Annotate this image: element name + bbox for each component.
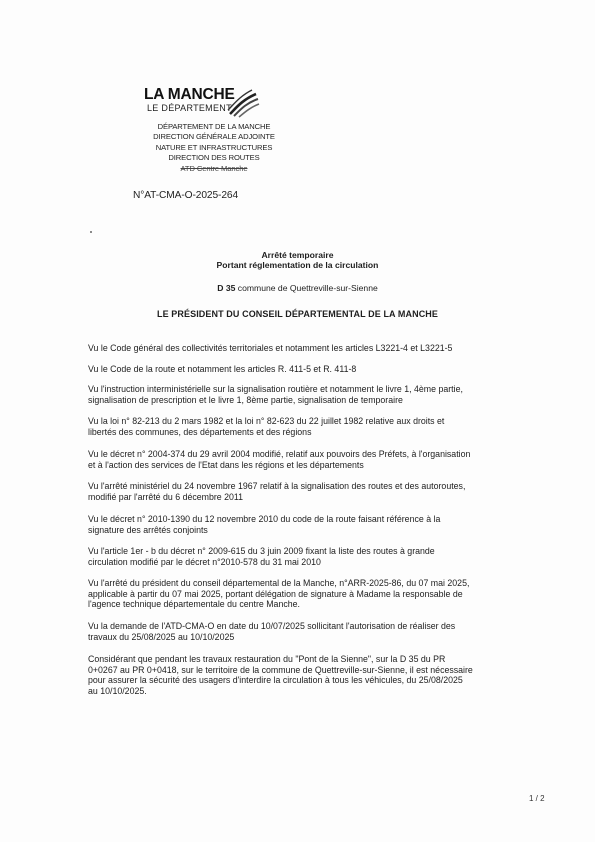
letterhead-agency: ATD Centre Manche <box>180 163 248 173</box>
paragraph <box>88 654 524 696</box>
scan-speck <box>90 231 92 233</box>
page-number: 1 / 2 <box>529 794 545 803</box>
paragraph-line: libertés des communes, des départements et des régions <box>88 426 312 437</box>
paragraph-line: et à l'action des services de l'Etat dans les régions et les départements <box>88 459 364 470</box>
paragraph <box>88 481 524 502</box>
paragraph-line: modifié par l'arrêté du 6 décembre 2011 <box>88 491 244 502</box>
paragraph-line: Vu l'arrêté du président du conseil départemental de la Manche, n°ARR-2025-86, du 07 mai 2025, <box>88 578 470 588</box>
paragraph <box>88 449 524 470</box>
logo-subtitle: LE DÉPARTEMENT <box>147 103 232 113</box>
decree-title: Arrêté temporaire <box>261 250 334 260</box>
logo-name: LA MANCHE <box>144 86 235 103</box>
paragraph <box>88 384 524 405</box>
paragraph-line: pour assurer la sécurité des usagers d'interdire la circulation à tous les véhicules, du 25/08/2025 <box>88 675 463 686</box>
paragraph-line: travaux du 25/08/2025 au 10/10/2025 <box>88 631 235 642</box>
paragraph <box>88 546 524 567</box>
paragraph-line: signalisation de prescription et le livre 1, 8ème partie, signalisation de temporaire <box>88 394 403 405</box>
paragraph-line: Vu l'instruction interministérielle sur la signalisation routière et notamment le livre 1, 4ème partie, <box>88 384 463 394</box>
paragraph <box>88 416 524 437</box>
letterhead <box>134 86 294 174</box>
paragraph-line: circulation modifié par le décret n°2010-578 du 31 mai 2010 <box>88 556 321 567</box>
paragraph-line: Vu l'article 1er - b du décret n° 2009-615 du 3 juin 2009 fixant la liste des routes à grande <box>88 546 435 556</box>
paragraph-line: applicable à partir du 07 mai 2025, portant délégation de signature à Madame la responsable de <box>88 588 463 599</box>
decree-subtitle: Portant réglementation de la circulation <box>216 260 379 270</box>
paragraph-line: Vu le décret n° 2010-1390 du 12 novembre 2010 du code de la route faisant référence à la <box>88 514 441 524</box>
paragraph <box>88 578 524 610</box>
decree-reference: N°AT-CMA-O-2025-264 <box>133 190 239 201</box>
letterhead-line: DIRECTION DES ROUTES <box>168 153 260 163</box>
paragraph <box>88 343 524 354</box>
paragraph-line: Vu le Code général des collectivités territoriales et notamment les articles L3221-4 et L3221-5 <box>88 343 453 353</box>
road-number: D 35 <box>217 283 236 293</box>
road-line <box>0 283 595 294</box>
paragraph-line: Vu la loi n° 82-213 du 2 mars 1982 et la loi n° 82-623 du 22 juillet 1982 relative aux droits et <box>88 416 445 426</box>
wave-logo-icon <box>226 88 260 118</box>
paragraph-line: au 10/10/2025. <box>88 685 147 696</box>
paragraph-line: Vu la demande de l'ATD-CMA-O en date du 10/07/2025 sollicitant l'autorisation de réaliser des <box>88 621 456 631</box>
paragraph-line: Vu le Code de la route et notamment les articles R. 411-5 et R. 411-8 <box>88 364 357 374</box>
paragraph <box>88 364 524 375</box>
paragraph <box>88 514 524 535</box>
paragraph-line: signature des arrêtés conjoints <box>88 524 208 535</box>
department-logo <box>134 86 294 122</box>
paragraph-line: Vu le décret n° 2004-374 du 29 avril 2004 modifié, relatif aux pouvoirs des Préfets, à l'organisation <box>88 449 471 459</box>
paragraph-line: 0+0267 au PR 0+0418, sur le territoire de la commune de Quettreville-sur-Sienne, il est nécessaire <box>88 664 473 675</box>
letterhead-line: DÉPARTEMENT DE LA MANCHE <box>157 122 271 131</box>
paragraph <box>88 621 524 642</box>
authority-heading: LE PRÉSIDENT DU CONSEIL DÉPARTEMENTAL DE LA MANCHE <box>156 309 439 319</box>
paragraph-line: l'agence technique départementale du centre Manche. <box>88 599 300 610</box>
paragraph-line: Vu l'arrêté ministériel du 24 novembre 1967 relatif à la signalisation des routes et des autoroutes, <box>88 481 466 491</box>
paragraph-line: Considérant que pendant les travaux restauration du "Pont de la Sienne", sur la D 35 du PR <box>88 654 446 664</box>
letterhead-line: DIRECTION GÉNÉRALE ADJOINTE <box>153 132 275 142</box>
road-commune: commune de Quettreville-sur-Sienne <box>237 283 378 293</box>
letterhead-line: NATURE ET INFRASTRUCTURES <box>155 142 273 152</box>
